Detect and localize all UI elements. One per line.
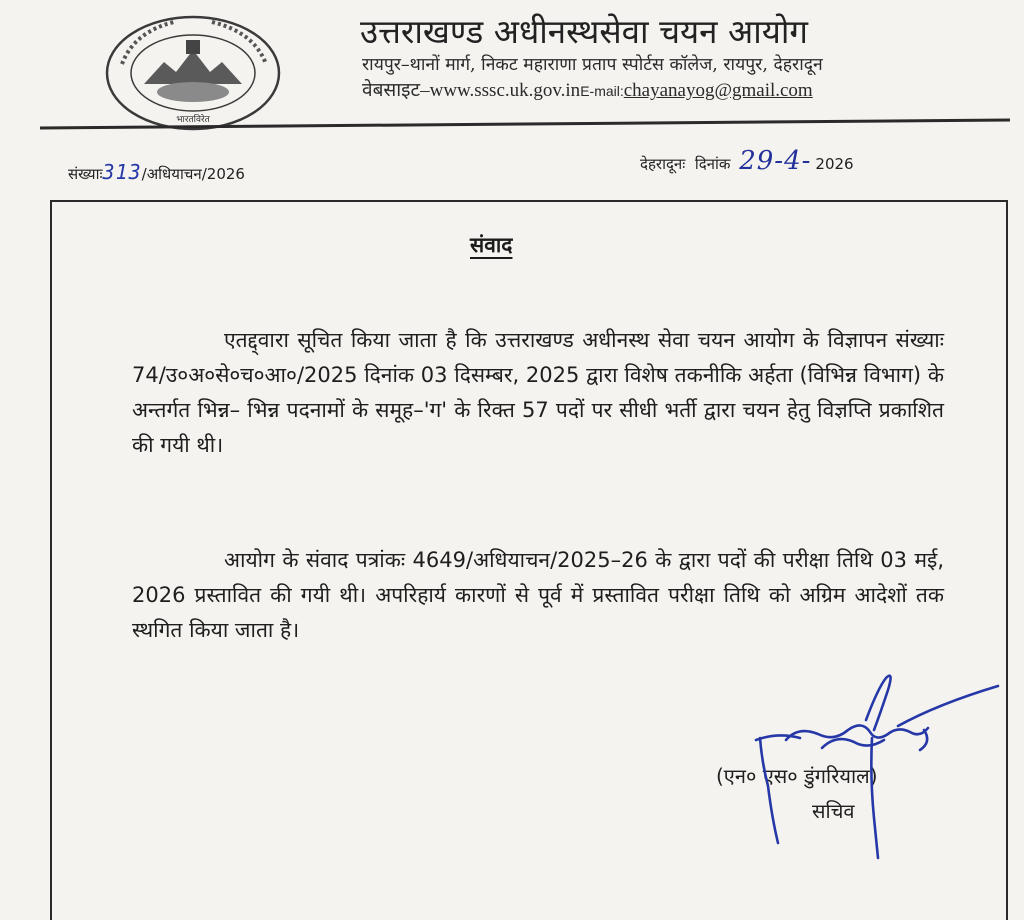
date-place: देहरादूनः <box>640 155 686 173</box>
notice-paragraph-1 <box>132 323 944 463</box>
website-text: www.sssc.uk.gov.in <box>429 80 581 101</box>
org-name: उत्तराखण्ड अधीनस्थसेवा चयन आयोग <box>360 12 808 51</box>
seal-motto: भारतविरेत <box>176 115 210 125</box>
org-address: रायपुर–थानों मार्ग, निकट महाराणा प्रताप स्पोर्टस कॉलेज, रायपुर, देहरादून <box>362 55 823 75</box>
website-label: वेबसाइट– <box>362 80 430 101</box>
reference-number <box>68 160 245 184</box>
notice-paragraph-2 <box>132 543 944 648</box>
paragraph-1-text: एतद्द्वारा सूचित किया जाता है कि उत्तराखण्ड अधीनस्थ सेवा चयन आयोग के विज्ञापन संख्याः 74/उ०अ०से०च०आ०/2025 दिनांक 03 दिसम्बर, 2025 द्वारा विशेष तकनीकि अर्हता (विभिन्न विभाग) के अन्तर्गत भिन्न– भिन्न पदनामों के समूह–'ग' के रिक्त 57 पदों पर सीधी भर्ती द्वारा चयन हेतु विज्ञप्ति प्रकाशित की गयी थी। <box>132 328 944 457</box>
org-contact <box>362 76 813 102</box>
notice-title: संवाद <box>470 233 513 257</box>
date-label: दिनांक <box>694 155 731 173</box>
commission-seal-icon <box>104 14 282 132</box>
paragraph-2-text: आयोग के संवाद पत्रांकः 4649/अधियाचन/2025–26 के द्वारा पदों की परीक्षा तिथि 03 मई, 2026 प्रस्तावित की गयी थी। अपरिहार्य कारणों से पूर्व में प्रस्तावित परीक्षा तिथि को अग्रिम आदेशों तक स्थगित किया जाता है। <box>132 548 944 642</box>
header-divider <box>40 118 1010 130</box>
issue-date <box>640 146 854 176</box>
signature-icon <box>738 668 1008 868</box>
reference-handwritten: 313 <box>102 160 142 184</box>
email-label: E-mail: <box>580 83 624 99</box>
date-year: 2026 <box>815 155 854 173</box>
signatory-name: (एन० एस० डुंगरियाल) <box>716 764 878 788</box>
email-text: chayanayog@gmail.com <box>623 80 813 101</box>
reference-label: संख्याः <box>68 165 103 183</box>
signatory-designation: सचिव <box>812 799 855 823</box>
date-handwritten: 29-4- <box>739 146 812 176</box>
reference-suffix: /अधियाचन/2026 <box>141 165 245 183</box>
